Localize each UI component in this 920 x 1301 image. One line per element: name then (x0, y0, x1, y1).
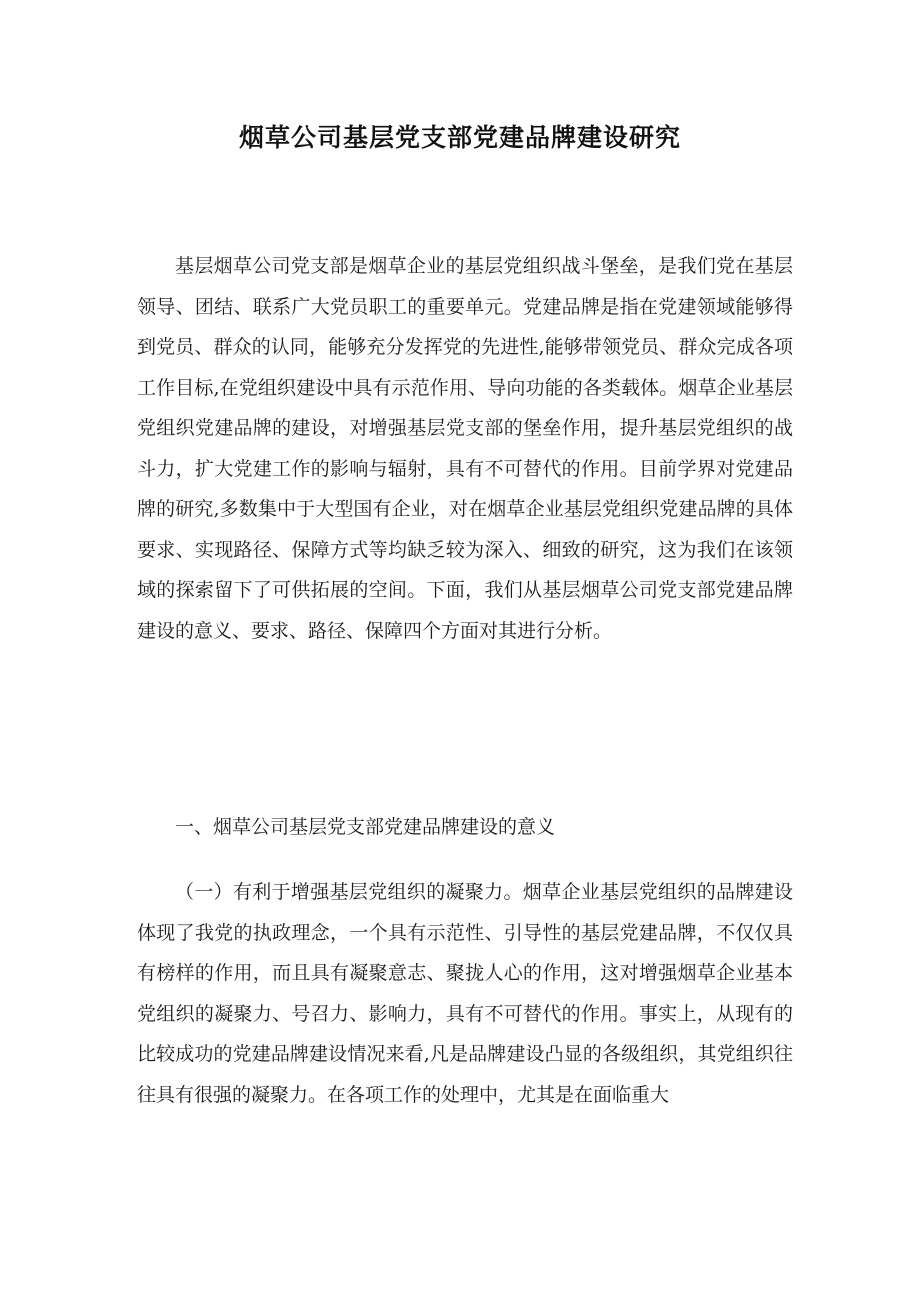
document-title: 烟草公司基层党支部党建品牌建设研究 (238, 123, 681, 152)
section-paragraph: （一）有利于增强基层党组织的凝聚力。烟草企业基层党组织的品牌建设体现了我党的执政理念，一个具有示范性、引导性的基层党建品牌，不仅仅具有榜样的作用，而且具有凝聚意志、聚拢人心的作用，这对增强烟草企业基本党组织的凝聚力、号召力、影响力，具有不可替代的作用。事实上，从现有的比较成功的党建品牌建设情况来看,凡是品牌建设凸显的各级组织，其党组织往往具有很强的凝聚力。在各项工作的处理中，尤其是在面临重大 (137, 881, 793, 1106)
section-heading: 一、烟草公司基层党支部党建品牌建设的意义 (175, 816, 556, 838)
intro-paragraph: 基层烟草公司党支部是烟草企业的基层党组织战斗堡垒，是我们党在基层领导、团结、联系广大党员职工的重要单元。党建品牌是指在党建领域能够得到党员、群众的认同，能够充分发挥党的先进性,能够带领党员、群众完成各项工作目标,在党组织建设中具有示范作用、导向功能的各类载体。烟草企业基层党组织党建品牌的建设，对增强基层党支部的堡垒作用，提升基层党组织的战斗力，扩大党建工作的影响与辐射，具有不可替代的作用。目前学界对党建品牌的研究,多数集中于大型国有企业，对在烟草企业基层党组织党建品牌的具体要求、实现路径、保障方式等均缺乏较为深入、细致的研究，这为我们在该领域的探索留下了可供拓展的空间。下面，我们从基层烟草公司党支部党建品牌建设的意义、要求、路径、保障四个方面对其进行分析。 (137, 255, 793, 642)
